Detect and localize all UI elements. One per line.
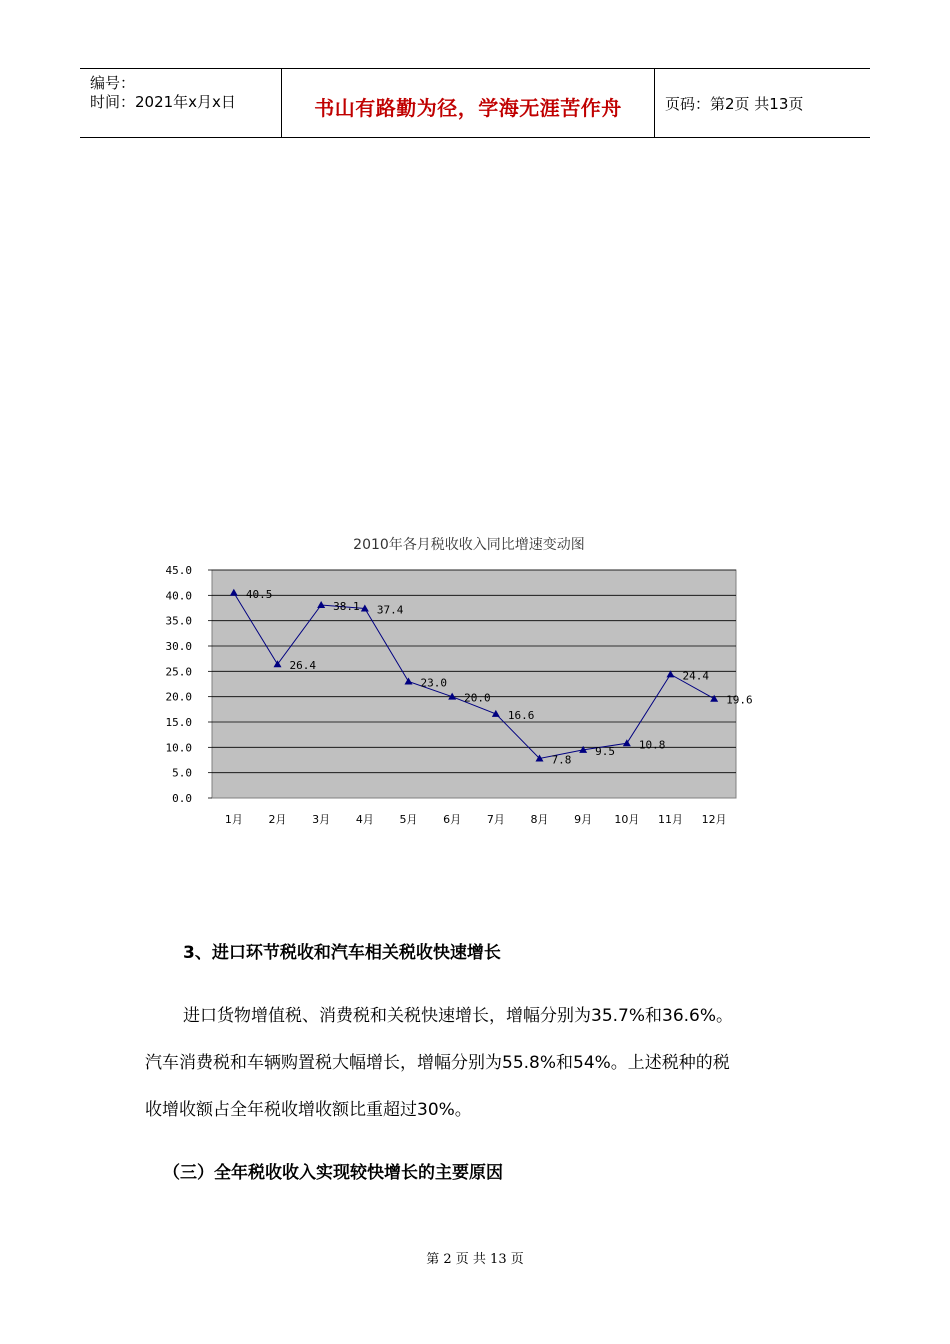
x-tick-label: 9月: [574, 813, 593, 826]
data-label: 40.5: [245, 587, 273, 601]
x-tick-label: 11月: [658, 813, 683, 826]
data-label: 9.5: [595, 744, 616, 758]
x-tick-label: 4月: [355, 813, 374, 826]
data-label: 37.4: [376, 603, 404, 617]
x-tick-label: 2月: [268, 813, 287, 826]
chart-svg: [140, 525, 780, 845]
x-tick-label: 12月: [701, 813, 727, 826]
x-tick-label: 5月: [399, 813, 418, 826]
header-motto: 书山有路勤为径，学海无涯苦作舟: [314, 96, 622, 120]
paragraph-line: [145, 993, 825, 1040]
data-label: 23.0: [420, 676, 447, 690]
x-tick-label: 1月: [224, 813, 243, 826]
y-tick-label: 30.0: [165, 640, 192, 653]
y-tick-label: 45.0: [165, 564, 192, 577]
y-tick-label: 5.0: [172, 766, 192, 780]
data-label: 16.6: [507, 708, 535, 722]
y-tick-label: 20.0: [165, 690, 192, 704]
data-label: 24.4: [682, 669, 709, 683]
paragraph-line: 汽车消费税和车辆购置税大幅增长，增幅分别为55.8%和54%。上述税种的税: [145, 1053, 730, 1073]
data-label: 20.0: [464, 691, 491, 705]
paragraph-line-text: 进口货物增值税、消费税和关税快速增长，增幅分别为35.7%和36.6%。: [183, 1006, 734, 1026]
data-label: 10.8: [638, 738, 666, 752]
x-tick-label: 6月: [443, 813, 462, 826]
x-tick-label: 7月: [486, 813, 505, 826]
page-footer: 第 2 页 共 13 页: [426, 1252, 524, 1267]
header-page-info: 页码：第2页 共13页: [665, 95, 804, 113]
data-label: 19.6: [726, 693, 753, 707]
paragraph-line: 收增收额占全年税收增收额比重超过30%。: [145, 1100, 472, 1120]
y-tick-label: 25.0: [165, 665, 192, 679]
x-tick-label: 3月: [312, 813, 331, 826]
header-motto-cell: [282, 69, 655, 137]
header-page-cell: [655, 69, 870, 137]
data-label: 38.1: [333, 599, 360, 613]
data-label: 26.4: [289, 659, 316, 673]
y-tick-label: 10.0: [165, 741, 192, 755]
number-label: 编号：: [90, 74, 136, 92]
chart-title: 2010年各月税收收入同比增速变动图: [353, 537, 585, 553]
x-tick-label: 8月: [530, 813, 549, 826]
y-tick-label: 0.0: [172, 792, 192, 805]
section-three-heading: （三）全年税收收入实现较快增长的主要原因: [163, 1163, 503, 1183]
y-tick-label: 15.0: [165, 716, 192, 729]
header-table: [80, 68, 870, 138]
header-meta-cell: [80, 69, 282, 137]
plot-area: [212, 570, 736, 798]
time-label: 时间：2021年x月x日: [90, 93, 236, 111]
y-tick-label: 35.0: [165, 614, 192, 628]
data-label: 7.8: [551, 753, 572, 767]
section-3-paragraph: [145, 993, 825, 1134]
tax-growth-chart: [140, 525, 780, 845]
y-tick-label: 40.0: [165, 589, 192, 603]
x-tick-label: 10月: [614, 813, 640, 826]
section-3-heading: 3、进口环节税收和汽车相关税收快速增长: [183, 943, 501, 963]
